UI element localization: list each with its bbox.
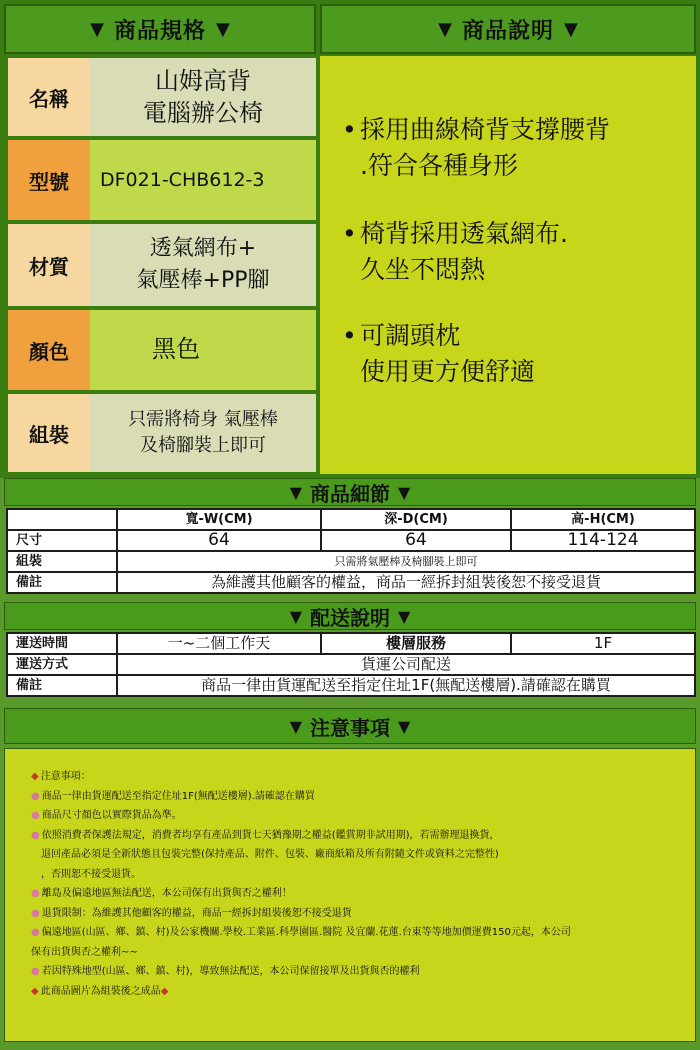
diamond-icon: ◆ (31, 771, 39, 782)
table-row (7, 654, 695, 675)
table-cell: 貨運公司配送 (117, 654, 695, 675)
bullet-line: 使用更方便舒適 (360, 357, 536, 386)
spec-value-line: 電腦辦公椅 (143, 99, 263, 127)
table-row (7, 530, 695, 551)
details-table (6, 508, 696, 594)
bullet-line: .符合各種身形 (360, 151, 518, 180)
diamond-icon: ◆ (31, 985, 39, 997)
spec-row-model (8, 140, 316, 220)
bullet-line: 椅背採用透氣網布. (360, 219, 568, 248)
bullet-dot-icon: ● (31, 810, 40, 821)
table-cell: 64 (117, 530, 321, 551)
row-label: 組裝 (7, 551, 117, 572)
spec-header-title: 商品規格 (113, 18, 206, 44)
triangle-down-icon: ▼ (289, 606, 302, 626)
notice-line: ● 退貨限制：為維護其他顧客的權益，商品一經拆封組裝後恕不接受退貨 (31, 907, 352, 919)
spec-value-line: 透氣網布+ (149, 236, 257, 261)
table-cell: 商品一律由貨運配送至指定住址1F(無配送樓層).請確認在購買 (117, 675, 695, 696)
table-row (7, 633, 695, 654)
spec-value (90, 140, 316, 220)
notice-line: ● 偏遠地區(山區、鄉、鎮、村)及公家機關.學校.工業區.科學園區.醫院 及宜蘭.花蓮.台東等等地加價運費150元起，本公司 (31, 927, 571, 938)
bullet-line: 可調頭枕 (360, 321, 461, 350)
triangle-down-icon: ▼ (289, 482, 302, 502)
row-label: 備註 (7, 675, 117, 696)
bullet-line: 久坐不悶熱 (360, 255, 486, 284)
table-cell: 1F (511, 633, 695, 654)
notice-line: ● 若因特殊地型(山區、鄉、鎮、村)，導致無法配送，本公司保留接單及出貨與否的權利 (31, 966, 420, 977)
notice-line: ● 依照消費者保護法規定，消費者均享有產品到貨七天猶豫期之權益(鑑賞期非試用期)，若需辦理退換貨， (31, 829, 500, 841)
triangle-down-icon: ▼ (564, 18, 578, 40)
notice-line: 退回產品必須是全新狀態且包裝完整(保持產品、附件、包裝、廠商紙箱及所有附隨文件或資料之完整性) (41, 849, 499, 860)
triangle-down-icon: ▼ (398, 606, 411, 626)
bullet-dot-icon: ● (31, 829, 40, 841)
bullet-dot-icon: ● (31, 907, 40, 919)
bullet-dot-icon: • (342, 321, 357, 350)
triangle-down-icon: ▼ (398, 482, 411, 502)
row-label: 尺寸 (7, 530, 117, 551)
description-header-title: 商品說明 (461, 18, 554, 44)
column-header: 深-D(CM) (321, 509, 511, 530)
spec-value-line: DF021-CHB612-3 (100, 169, 265, 191)
bullet-dot-icon: • (342, 219, 357, 248)
bullet-dot-icon: ● (31, 927, 40, 938)
bullet-line: 採用曲線椅背支撐腰背 (360, 115, 611, 144)
spec-label: 名稱 (8, 58, 90, 136)
triangle-down-icon: ▼ (289, 716, 302, 736)
row-label: 備註 (7, 572, 117, 593)
description-bullet (342, 112, 610, 184)
spec-value (90, 310, 316, 390)
notice-title: ◆ 注意事項： (31, 771, 91, 782)
spec-value (90, 224, 316, 306)
spec-row-name (8, 58, 316, 136)
triangle-down-icon: ▼ (90, 18, 104, 40)
description-bullet (342, 216, 568, 288)
description-bullet (342, 318, 535, 390)
triangle-down-icon: ▼ (398, 716, 411, 736)
table-cell: 只需將氣壓棒及椅腳裝上即可 (117, 551, 695, 572)
bullet-dot-icon: ● (31, 966, 40, 977)
notice-line: 保有出貨與否之權利~~ (31, 946, 138, 958)
triangle-down-icon: ▼ (216, 18, 230, 40)
details-header (4, 478, 696, 506)
notice-line: ◆ 此商品圖片為組裝後之成品◆ (31, 985, 169, 997)
column-header: 寬-W(CM) (117, 509, 321, 530)
bullet-dot-icon: • (342, 115, 357, 144)
column-header: 高-H(CM) (511, 509, 695, 530)
table-cell: 樓層服務 (321, 633, 511, 654)
notice-line: ● 商品尺寸顏色以實際貨品為準。 (31, 810, 182, 821)
row-label: 運送時間 (7, 633, 117, 654)
table-row (7, 675, 695, 696)
spec-label: 組裝 (8, 394, 90, 472)
notice-line: ● 商品一律由貨運配送至指定住址1F(無配送樓層).請確認在購買 (31, 790, 315, 802)
table-row (7, 572, 695, 593)
shipping-header-title: 配送說明 (310, 605, 390, 630)
table-row (7, 551, 695, 572)
table-cell: 一~二個工作天 (117, 633, 321, 654)
spec-header (4, 4, 316, 54)
spec-value-line: 只需將椅身 氣壓棒 (128, 409, 278, 430)
spec-row-assembly (8, 394, 316, 472)
spec-label: 型號 (8, 140, 90, 220)
table-cell: 為維護其他顧客的權益，商品一經拆封組裝後恕不接受退貨 (117, 572, 695, 593)
details-header-title: 商品細節 (310, 481, 390, 506)
spec-value-line: 氣壓棒+PP腳 (136, 268, 270, 293)
spec-value-line: 山姆高背 (155, 67, 251, 95)
diamond-icon: ◆ (160, 985, 169, 997)
table-cell (7, 509, 117, 530)
table-cell: 114-124 (511, 530, 695, 551)
bullet-dot-icon: ● (31, 888, 40, 899)
table-row (7, 509, 695, 530)
notice-header-title: 注意事項 (310, 715, 390, 740)
notice-panel (4, 748, 696, 1042)
notice-header (4, 708, 696, 744)
notice-line: ● 離島及偏遠地區無法配送，本公司保有出貨與否之權利！ (31, 888, 292, 899)
spec-value-line: 黑色 (152, 334, 200, 363)
notice-line: ，否則恕不接受退貨。 (41, 868, 141, 880)
table-cell: 64 (321, 530, 511, 551)
shipping-header (4, 602, 696, 630)
description-header (320, 4, 696, 54)
spec-value (90, 394, 316, 472)
spec-label: 顏色 (8, 310, 90, 390)
spec-value-line: 及椅腳裝上即可 (140, 435, 266, 456)
shipping-table (6, 632, 696, 697)
row-label: 運送方式 (7, 654, 117, 675)
triangle-down-icon: ▼ (438, 18, 452, 40)
bullet-dot-icon: ● (31, 790, 40, 802)
spec-value (90, 58, 316, 136)
top-section (0, 0, 700, 478)
spec-label: 材質 (8, 224, 90, 306)
description-panel (320, 56, 696, 474)
spec-row-material (8, 224, 316, 306)
spec-row-color (8, 310, 316, 390)
